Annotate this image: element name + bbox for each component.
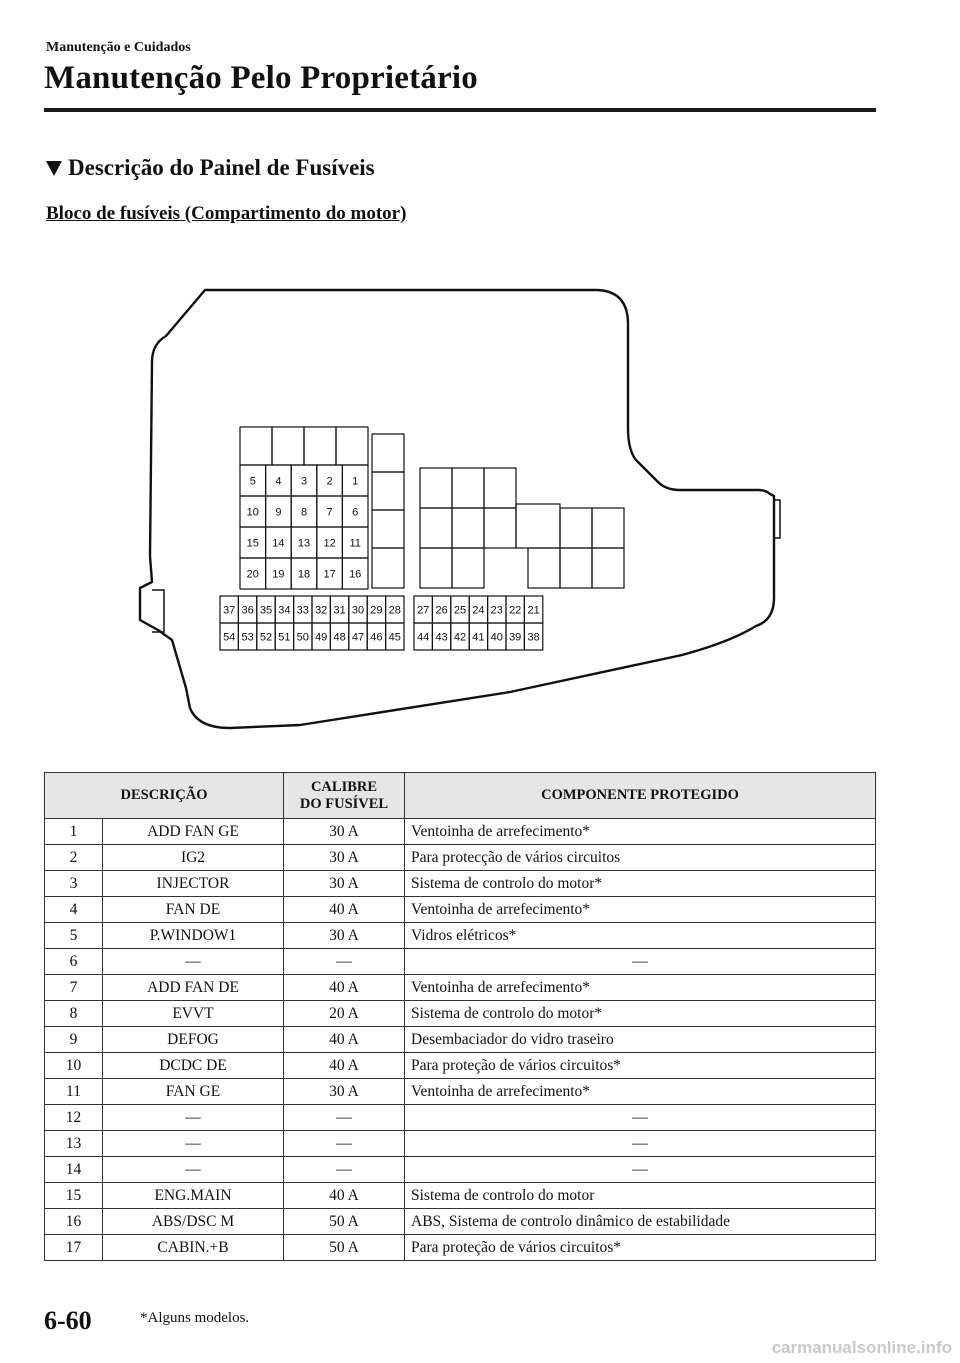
fuse-slot-label: 16 <box>349 568 362 581</box>
fuse-slot-label: 18 <box>297 568 311 581</box>
fuse-slot-label: 14 <box>272 537 285 550</box>
fuse-slot-label: 11 <box>349 537 361 550</box>
fuse-rating-cell: 20 A <box>284 1001 405 1027</box>
fuse-description-cell: FAN DE <box>103 897 284 923</box>
fuse-number-cell: 16 <box>45 1209 103 1235</box>
fuse-rating-cell: — <box>284 949 405 975</box>
fuse-box-diagram <box>130 280 790 740</box>
fuse-component-cell: Para proteção de vários circuitos* <box>405 1053 876 1079</box>
mini-fuse-label: 28 <box>388 604 401 617</box>
table-row <box>45 1105 876 1131</box>
mini-fuse-label: 39 <box>509 631 522 644</box>
fuse-rating-cell: — <box>284 1131 405 1157</box>
table-row <box>45 1209 876 1235</box>
fuse-component-cell: Ventoinha de arrefecimento* <box>405 1079 876 1105</box>
fuse-slot-label: 2 <box>326 475 333 488</box>
fuse-rating-cell: 40 A <box>284 1053 405 1079</box>
fuse-component-cell: Sistema de controlo do motor <box>405 1183 876 1209</box>
fuse-rating-cell: 40 A <box>284 1183 405 1209</box>
fuse-rating-cell: 30 A <box>284 1079 405 1105</box>
fuse-number-cell: 14 <box>45 1157 103 1183</box>
page-number: 6-60 <box>44 1306 92 1335</box>
table-header-row <box>45 773 876 819</box>
table-row <box>45 819 876 845</box>
fuse-component-cell: Para proteção de vários circuitos* <box>405 1235 876 1261</box>
fuse-description-cell: ADD FAN GE <box>103 819 284 845</box>
fuse-slot-label: 1 <box>352 475 359 488</box>
table-row <box>45 845 876 871</box>
mini-fuse-label: 24 <box>472 604 485 617</box>
fuse-description-cell: DEFOG <box>103 1027 284 1053</box>
fuse-rating-cell: 30 A <box>284 871 405 897</box>
header-description: DESCRIÇÃO <box>45 773 284 819</box>
mini-fuse-label: 21 <box>527 604 540 617</box>
fuse-component-cell: Ventoinha de arrefecimento* <box>405 897 876 923</box>
mini-fuse-label: 46 <box>370 631 383 644</box>
mini-fuse-label: 25 <box>453 604 467 617</box>
main-fuse-grid <box>240 465 368 589</box>
table-row <box>45 923 876 949</box>
fuse-slot-label: 20 <box>246 568 259 581</box>
mini-fuse-strip-left <box>220 596 404 650</box>
fuse-component-cell: Para protecção de vários circuitos <box>405 845 876 871</box>
fuse-description-cell: CABIN.+B <box>103 1235 284 1261</box>
table-body <box>45 819 876 1261</box>
fuse-slot-label: 17 <box>323 568 336 581</box>
table-row <box>45 949 876 975</box>
fuse-number-cell: 13 <box>45 1131 103 1157</box>
mini-fuse-label: 50 <box>296 631 309 644</box>
table-row <box>45 1053 876 1079</box>
fuse-component-cell: — <box>405 1105 876 1131</box>
fuse-description-cell: FAN GE <box>103 1079 284 1105</box>
fuse-component-cell: Ventoinha de arrefecimento* <box>405 819 876 845</box>
fuse-rating-cell: 30 A <box>284 845 405 871</box>
triangle-bullet-icon <box>46 161 62 176</box>
fuse-slot-label: 7 <box>326 506 333 519</box>
relay-slots <box>240 427 624 588</box>
mini-fuse-label: 44 <box>417 631 430 644</box>
fuse-number-cell: 5 <box>45 923 103 949</box>
page-title: Manutenção Pelo Proprietário <box>44 60 478 96</box>
section-label: Manutenção e Cuidados <box>46 40 191 55</box>
mini-fuse-label: 38 <box>527 631 540 644</box>
mini-fuse-label: 52 <box>259 631 273 644</box>
fuse-number-cell: 7 <box>45 975 103 1001</box>
mini-fuse-label: 29 <box>370 604 383 617</box>
table-row <box>45 1001 876 1027</box>
mini-fuse-label: 53 <box>241 631 254 644</box>
table-row <box>45 975 876 1001</box>
mini-fuse-label: 48 <box>333 631 346 644</box>
fuse-slot-label: 10 <box>246 506 259 519</box>
mini-fuse-label: 33 <box>296 604 309 617</box>
fuse-component-cell: Desembaciador do vidro traseiro <box>405 1027 876 1053</box>
fuse-rating-cell: — <box>284 1157 405 1183</box>
section-heading <box>46 155 375 181</box>
table-row <box>45 897 876 923</box>
header-rating: CALIBRE DO FUSÍVEL <box>284 773 405 819</box>
header-component: COMPONENTE PROTEGIDO <box>405 773 876 819</box>
fuse-rating-cell: 50 A <box>284 1209 405 1235</box>
fuse-rating-cell: 30 A <box>284 819 405 845</box>
fuse-slot-label: 8 <box>300 506 308 519</box>
table-row <box>45 1131 876 1157</box>
mini-fuse-label: 41 <box>472 631 485 644</box>
fuse-description-cell: — <box>103 1157 284 1183</box>
mini-fuse-label: 27 <box>417 604 430 617</box>
mini-fuse-label: 37 <box>223 604 236 617</box>
fuse-number-cell: 2 <box>45 845 103 871</box>
section-heading-text: Descrição do Painel de Fusíveis <box>68 155 375 180</box>
fuse-component-cell: — <box>405 1131 876 1157</box>
fuse-component-cell: ABS, Sistema de controlo dinâmico de estabilidade <box>405 1209 876 1235</box>
mini-fuse-label: 22 <box>509 604 522 617</box>
mini-fuse-label: 26 <box>435 604 448 617</box>
mini-fuse-label: 51 <box>278 631 291 644</box>
fuse-slot-label: 15 <box>246 537 259 550</box>
fuse-rating-cell: 40 A <box>284 897 405 923</box>
mini-fuse-label: 49 <box>315 631 328 644</box>
mini-fuse-label: 45 <box>388 631 401 644</box>
fuse-number-cell: 3 <box>45 871 103 897</box>
fuse-rating-cell: 40 A <box>284 975 405 1001</box>
mini-fuse-label: 43 <box>435 631 448 644</box>
table-row <box>45 1027 876 1053</box>
mini-fuse-label: 35 <box>259 604 273 617</box>
fuse-component-cell: Sistema de controlo do motor* <box>405 871 876 897</box>
fuse-slot-label: 12 <box>323 537 336 550</box>
small-bracket-left <box>152 590 164 632</box>
footnote: *Alguns modelos. <box>140 1310 250 1326</box>
fuse-description-cell: — <box>103 1105 284 1131</box>
fuse-number-cell: 15 <box>45 1183 103 1209</box>
sub-heading: Bloco de fusíveis (Compartimento do motor) <box>46 203 407 224</box>
table-row <box>45 871 876 897</box>
fuse-number-cell: 4 <box>45 897 103 923</box>
fuse-slot-label: 9 <box>275 506 282 519</box>
fuse-description-cell: ABS/DSC M <box>103 1209 284 1235</box>
fuse-slot-label: 6 <box>352 506 359 519</box>
fuse-rating-cell: 40 A <box>284 1027 405 1053</box>
fuse-description-cell: DCDC DE <box>103 1053 284 1079</box>
fuse-component-cell: Sistema de controlo do motor* <box>405 1001 876 1027</box>
fuse-description-cell: — <box>103 949 284 975</box>
mini-fuse-label: 40 <box>490 631 503 644</box>
fuse-number-cell: 10 <box>45 1053 103 1079</box>
fuse-description-cell: ENG.MAIN <box>103 1183 284 1209</box>
fuse-number-cell: 6 <box>45 949 103 975</box>
fuse-rating-cell: 50 A <box>284 1235 405 1261</box>
fuse-description-cell: INJECTOR <box>103 871 284 897</box>
fuse-box-outline <box>140 290 774 728</box>
mini-fuse-label: 54 <box>223 631 236 644</box>
fuse-number-cell: 12 <box>45 1105 103 1131</box>
fuse-number-cell: 9 <box>45 1027 103 1053</box>
mini-fuse-label: 23 <box>490 604 503 617</box>
fuse-number-cell: 11 <box>45 1079 103 1105</box>
mini-fuse-label: 30 <box>351 604 365 617</box>
fuse-description-cell: — <box>103 1131 284 1157</box>
fuse-table <box>44 772 876 1261</box>
fuse-component-cell: Ventoinha de arrefecimento* <box>405 975 876 1001</box>
fuse-slot-label: 4 <box>275 475 282 488</box>
mini-fuse-label: 34 <box>278 604 291 617</box>
fuse-component-cell: Vidros elétricos* <box>405 923 876 949</box>
fuse-rating-cell: 30 A <box>284 923 405 949</box>
table-row <box>45 1183 876 1209</box>
table-row <box>45 1235 876 1261</box>
mini-fuse-label: 31 <box>333 604 346 617</box>
fuse-description-cell: P.WINDOW1 <box>103 923 284 949</box>
table-row <box>45 1079 876 1105</box>
fuse-slot-label: 5 <box>249 475 256 488</box>
mini-fuse-strip-right <box>414 596 543 650</box>
mini-fuse-label: 47 <box>351 631 365 644</box>
fuse-slot-label: 3 <box>300 475 308 488</box>
mini-fuse-label: 32 <box>315 604 328 617</box>
table-row <box>45 1157 876 1183</box>
fuse-description-cell: ADD FAN DE <box>103 975 284 1001</box>
fuse-component-cell: — <box>405 949 876 975</box>
fuse-description-cell: EVVT <box>103 1001 284 1027</box>
mini-fuse-label: 42 <box>453 631 467 644</box>
fuse-description-cell: IG2 <box>103 845 284 871</box>
title-rule <box>44 108 876 112</box>
fuse-slot-label: 19 <box>272 568 285 581</box>
watermark: carmanualsonline.info <box>771 1338 952 1357</box>
fuse-rating-cell: — <box>284 1105 405 1131</box>
fuse-number-cell: 8 <box>45 1001 103 1027</box>
mini-fuse-label: 36 <box>241 604 254 617</box>
fuse-number-cell: 1 <box>45 819 103 845</box>
fuse-number-cell: 17 <box>45 1235 103 1261</box>
fuse-component-cell: — <box>405 1157 876 1183</box>
fuse-slot-label: 13 <box>297 537 311 550</box>
